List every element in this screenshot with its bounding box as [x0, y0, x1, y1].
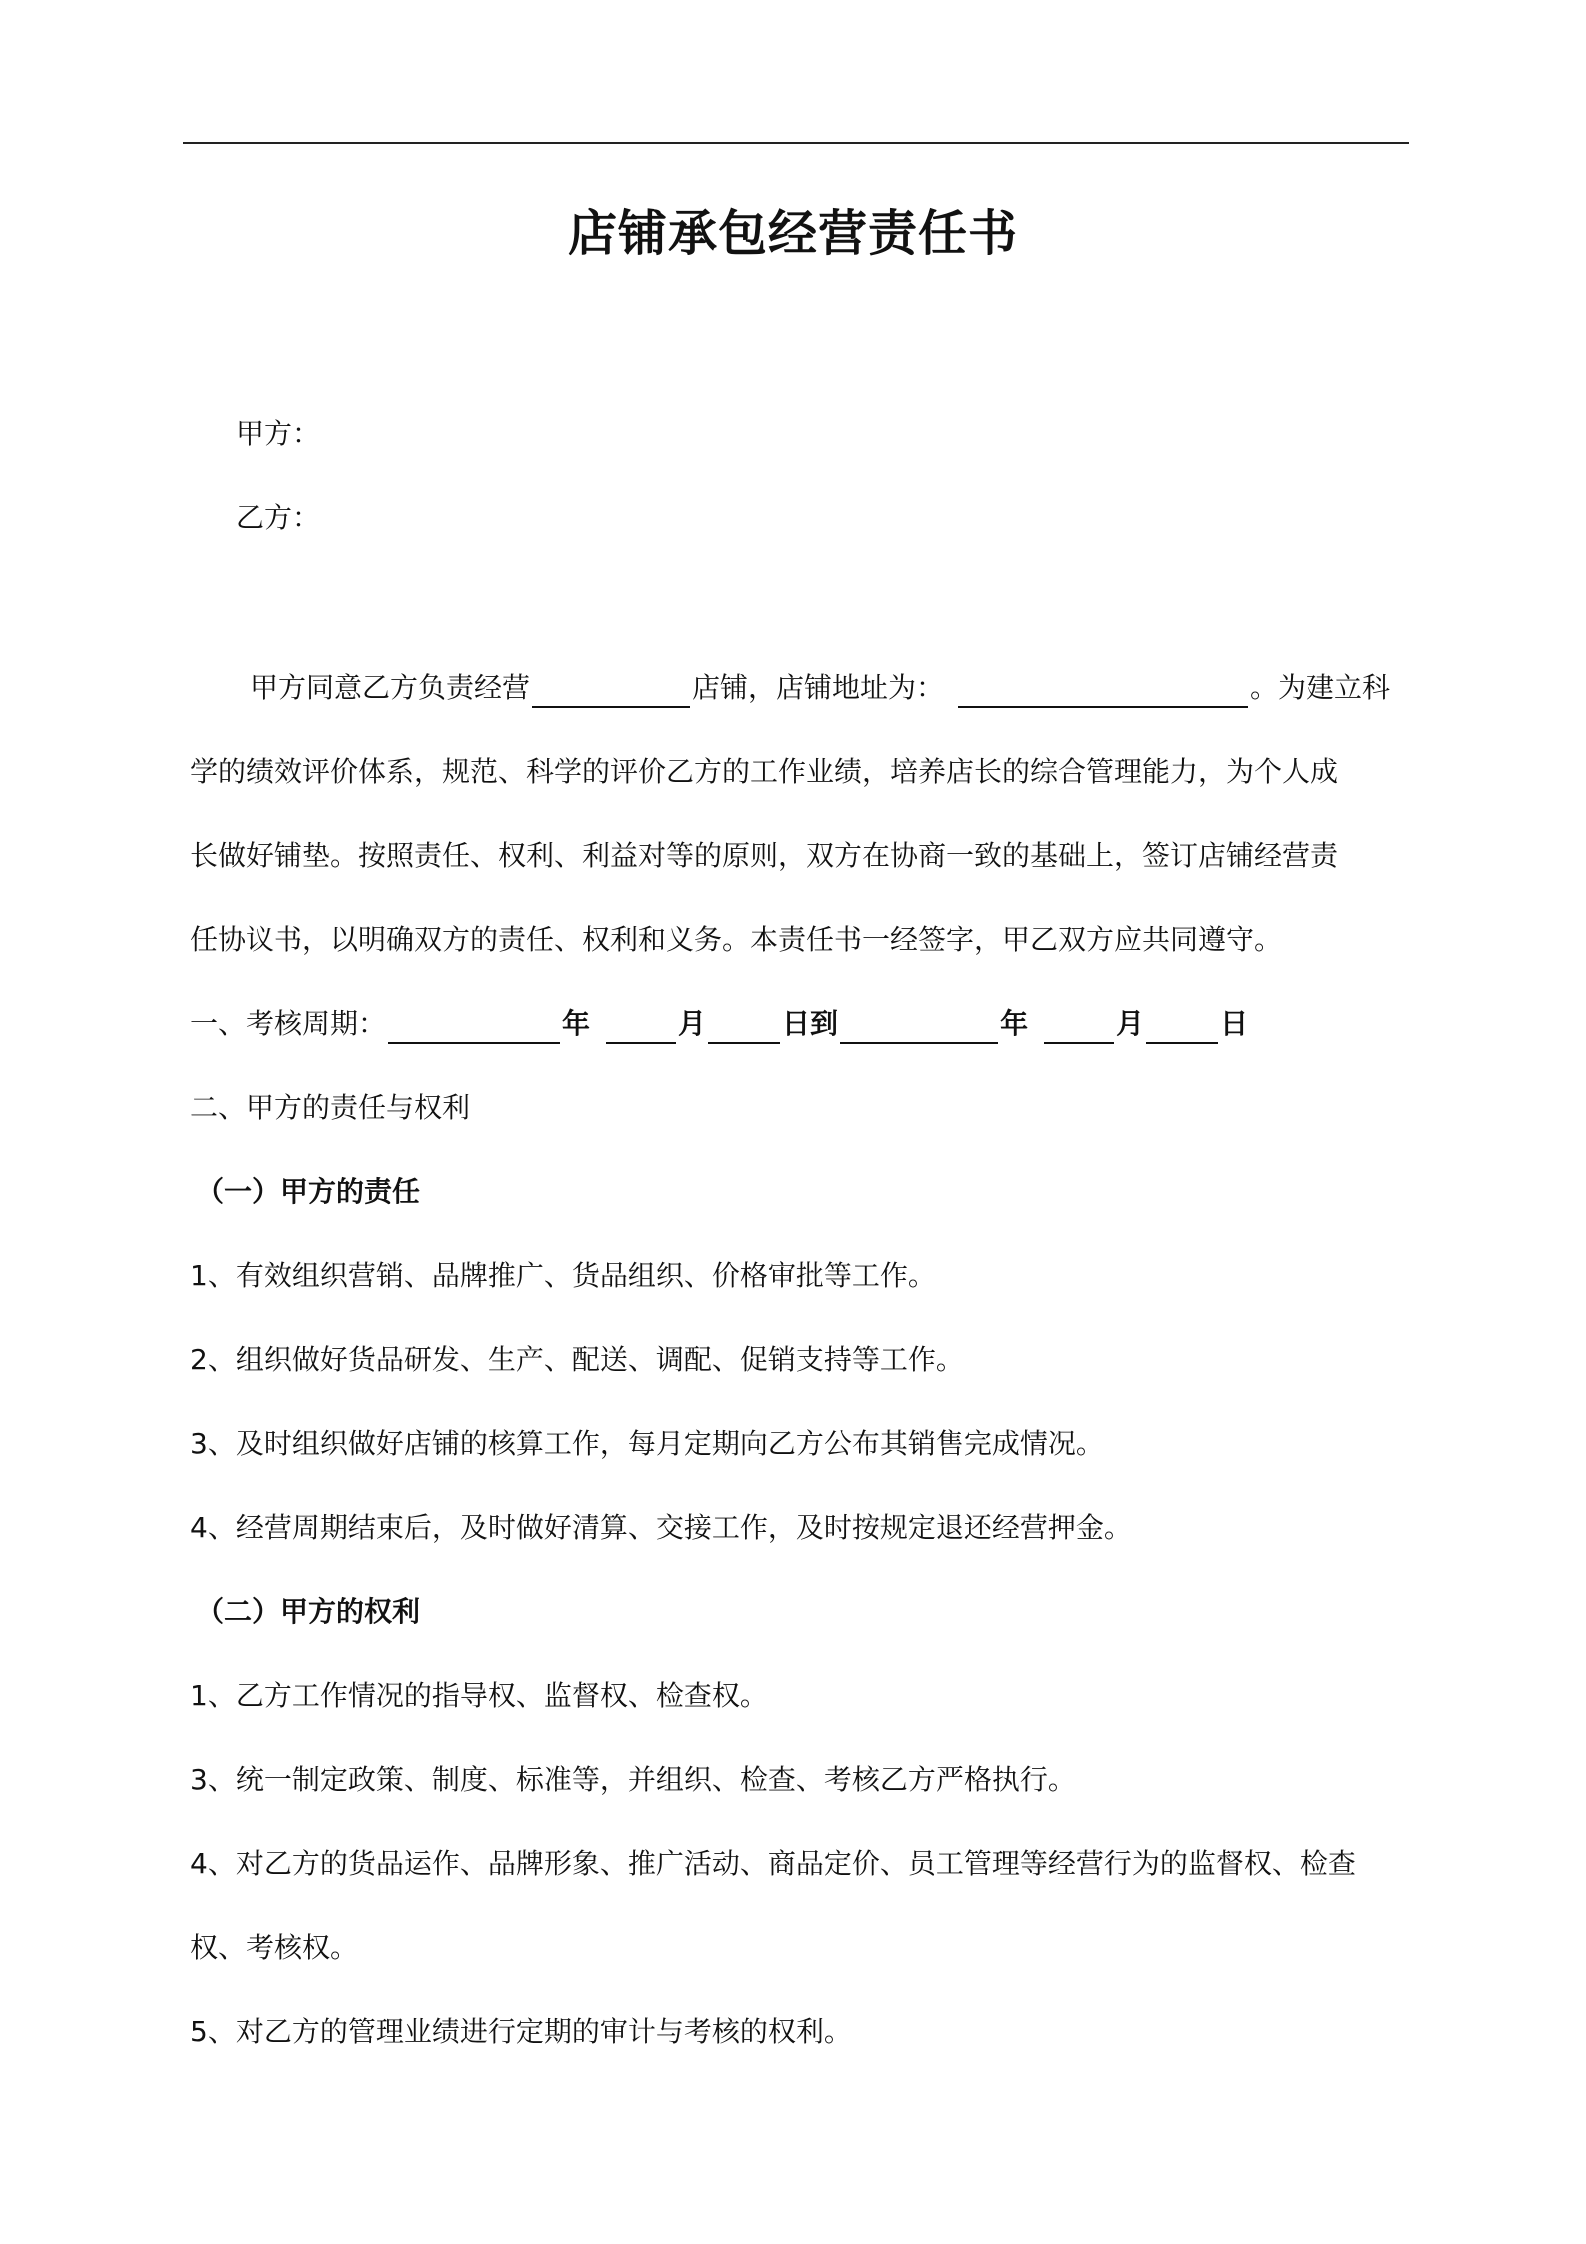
month-label-2: 月 — [1116, 1007, 1145, 1040]
header-rule — [183, 142, 1409, 144]
party-b-label: 乙方： — [236, 501, 321, 534]
intro-text-a: 甲方同意乙方负责经营 — [250, 671, 531, 704]
sub2-item-4-line-2: 权、考核权。 — [190, 1931, 359, 1964]
start-month-blank[interactable] — [606, 1010, 676, 1044]
sub-1-heading: （一）甲方的责任 — [196, 1175, 421, 1208]
store-address-blank[interactable] — [958, 674, 1248, 708]
day-label-2: 日 — [1220, 1007, 1249, 1040]
intro-text-c: 。为建立科 — [1250, 671, 1391, 704]
intro-line-3: 长做好铺垫。按照责任、权利、利益对等的原则，双方在协商一致的基础上，签订店铺经营责 — [190, 839, 1339, 872]
start-year-blank[interactable] — [388, 1010, 560, 1044]
party-a-label: 甲方： — [236, 417, 321, 450]
end-month-blank[interactable] — [1044, 1010, 1114, 1044]
sub1-item-4: 4、经营周期结束后，及时做好清算、交接工作，及时按规定退还经营押金。 — [190, 1511, 1132, 1544]
document-title: 店铺承包经营责任书 — [567, 205, 1018, 262]
sub1-item-2: 2、组织做好货品研发、生产、配送、调配、促销支持等工作。 — [190, 1343, 964, 1376]
intro-line-4: 任协议书，以明确双方的责任、权利和义务。本责任书一经签字，甲乙双方应共同遵守。 — [190, 923, 1283, 956]
year-label-2: 年 — [1000, 1007, 1029, 1040]
intro-text-b: 店铺，店铺地址为： — [692, 671, 945, 704]
sub1-item-1: 1、有效组织营销、品牌推广、货品组织、价格审批等工作。 — [190, 1259, 936, 1292]
intro-line-2: 学的绩效评价体系，规范、科学的评价乙方的工作业绩，培养店长的综合管理能力，为个人成 — [190, 755, 1339, 788]
sub2-item-1: 1、乙方工作情况的指导权、监督权、检查权。 — [190, 1679, 768, 1712]
section-2-heading: 二、甲方的责任与权利 — [190, 1091, 471, 1124]
sub-2-heading: （二）甲方的权利 — [196, 1595, 421, 1628]
year-label-1: 年 — [562, 1007, 591, 1040]
day-to-label: 日到 — [782, 1007, 839, 1040]
sub2-item-3: 3、统一制定政策、制度、标准等，并组织、检查、考核乙方严格执行。 — [190, 1763, 1076, 1796]
start-day-blank[interactable] — [708, 1010, 780, 1044]
period-line — [190, 1004, 1248, 1044]
sub2-item-4-line-1: 4、对乙方的货品运作、品牌形象、推广活动、商品定价、员工管理等经营行为的监督权、检查 — [190, 1847, 1356, 1880]
end-day-blank[interactable] — [1146, 1010, 1218, 1044]
sub2-item-5: 5、对乙方的管理业绩进行定期的审计与考核的权利。 — [190, 2015, 852, 2048]
sub1-item-3: 3、及时组织做好店铺的核算工作，每月定期向乙方公布其销售完成情况。 — [190, 1427, 1104, 1460]
period-label: 一、考核周期： — [190, 1007, 387, 1040]
month-label-1: 月 — [678, 1007, 707, 1040]
end-year-blank[interactable] — [840, 1010, 998, 1044]
store-name-blank[interactable] — [532, 674, 690, 708]
intro-line-1 — [250, 668, 1390, 708]
